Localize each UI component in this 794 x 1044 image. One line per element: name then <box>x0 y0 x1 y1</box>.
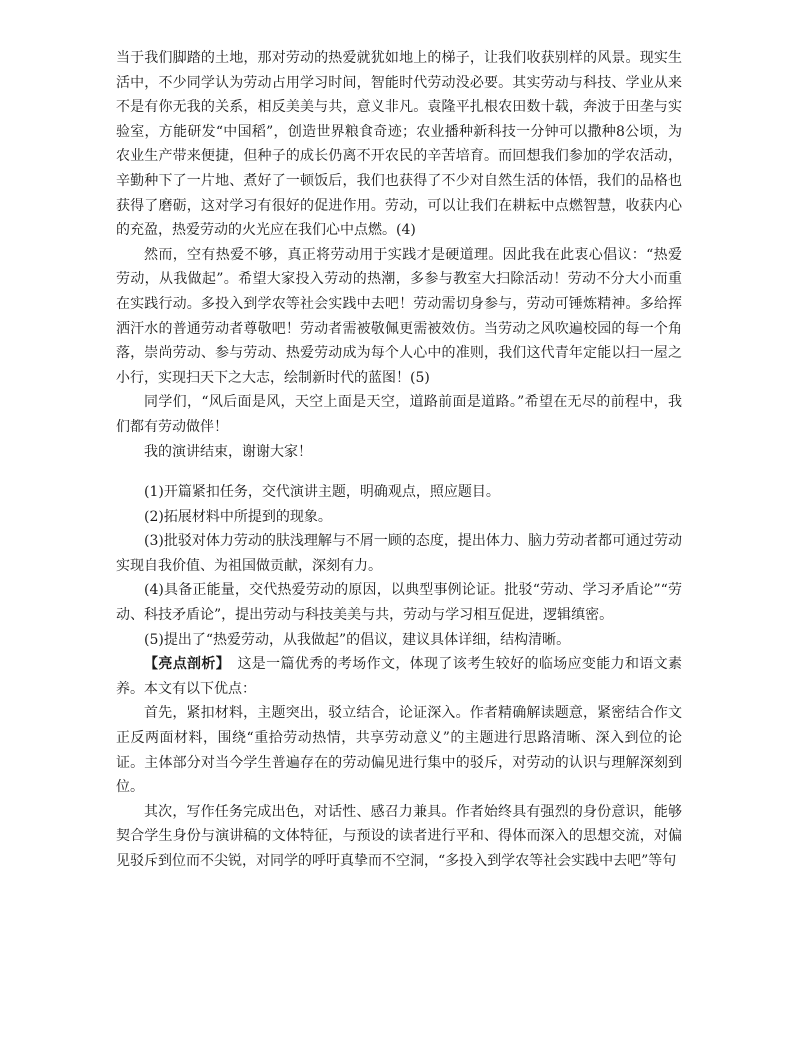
comment-note-3: (3)批驳对体力劳动的肤浅理解与不屑一顾的态度，提出体力、脑力劳动者都可通过劳动实现自我价值、为祖国做贡献，深刻有力。 <box>116 533 682 574</box>
comment-note-5: (5)提出了“热爱劳动，从我做起”的倡议，建议具体详细，结构清晰。 <box>144 631 571 648</box>
comment-note-2: (2)拓展材料中所提到的现象。 <box>144 508 332 525</box>
analysis-label: 【亮点剖析】 <box>144 656 224 673</box>
analysis-intro <box>116 652 682 701</box>
comment-note-1: (1)开篇紧扣任务，交代演讲主题，明确观点，照应题目。 <box>144 484 500 501</box>
analysis-paragraph-2: 其次，写作任务完成出色，对话性、感召力兼具。作者始终具有强烈的身份意识，能够契合学生身份与演讲稿的文体特征，与预设的读者进行平和、得体而深入的思想交流，对偏见驳斥到位而不尖锐，对同学的呼吁真挚而不空洞，“多投入到学农等社会实践中去吧”等句 <box>116 803 682 869</box>
essay-paragraph-4: 我的演讲结束，谢谢大家！ <box>144 443 312 460</box>
analysis-intro-text: 这是一篇优秀的考场作文，体现了该考生较好的临场应变能力和语文素养。本文有以下优点： <box>116 656 682 697</box>
essay-paragraph-3: 同学们，“风后面是风，天空上面是天空，道路前面是道路。”希望在无尽的前程中，我们都有劳动做伴！ <box>116 394 682 435</box>
analysis-paragraph-1: 首先，紧扣材料，主题突出，驳立结合，论证深入。作者精确解读题意，紧密结合作文正反两面材料，围绕“重拾劳动热情，共享劳动意义”的主题进行思路清晰、深入到位的论证。主体部分对当今学生普遍存在的劳动偏见进行集中的驳斥，对劳动的认识与理解深刻到位。 <box>116 705 682 796</box>
comment-note-4: (4)具备正能量，交代热爱劳动的原因，以典型事例论证。批驳“劳动、学习矛盾论”“劳动、科技矛盾论”，提出劳动与科技美美与共，劳动与学习相互促进，逻辑缜密。 <box>116 582 682 624</box>
document-page <box>116 46 682 874</box>
essay-paragraph-2: 然而，空有热爱不够，真正将劳动用于实践才是硬道理。因此我在此衷心倡议：“热爱劳动，从我做起”。希望大家投入劳动的热潮，多参与教室大扫除活动！劳动不分大小而重在实践行动。多投入到学农等社会实践中去吧！劳动需切身参与，劳动可锤炼精神。多给挥洒汗水的普通劳动者尊敬吧！劳动者需被敬佩更需被效仿。当劳动之风吹遍校园的每一个角落，崇尚劳动、参与劳动、热爱劳动成为每个人心中的准则，我们这代青年定能以扫一屋之小行，实现扫天下之大志，绘制新时代的蓝图！(5) <box>116 246 682 386</box>
section-spacer <box>116 464 682 480</box>
essay-paragraph-1: 当于我们脚踏的土地，那对劳动的热爱就犹如地上的梯子，让我们收获别样的风景。现实生活中，不少同学认为劳动占用学习时间，智能时代劳动没必要。其实劳动与科技、学业从来不是有你无我的关系，相反美美与共，意义非凡。袁隆平扎根农田数十载，奔波于田垄与实验室，方能研发“中国稻”，创造世界粮食奇迹；农业播种新科技一分钟可以撒种8公顷，为农业生产带来便捷，但种子的成长仍离不开农民的辛苦培育。而回想我们参加的学农活动，辛勤种下了一片地、煮好了一顿饭后，我们也获得了不少对自然生活的体悟，我们的品格也获得了磨砺，这对学习有很好的促进作用。劳动，可以让我们在耕耘中点燃智慧，收获内心的充盈，热爱劳动的火光应在我们心中点燃。(4) <box>116 50 682 239</box>
